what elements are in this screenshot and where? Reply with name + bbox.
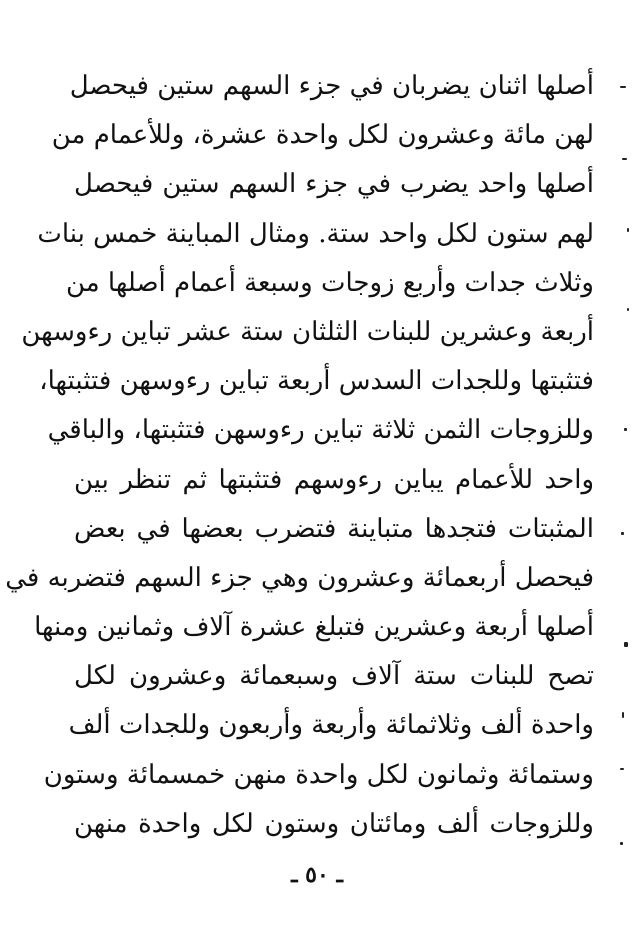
text-line-9: واحد للأعمام يباين رءوسهم فتثبتها ثم تنظر بين (74, 464, 594, 495)
text-line-15: وستمائة وثمانون لكل واحدة منهن خمسمائة وستون (43, 759, 594, 790)
text-line-8: وللزوجات الثمن ثلاثة تباين رءوسهن فتثبتها، والباقي (47, 415, 594, 446)
scan-mark (624, 642, 628, 647)
scan-mark (622, 712, 624, 718)
text-line-10: المثبتات فتجدها متباينة فتضرب بعضها في بعض (74, 513, 594, 544)
scan-mark (627, 308, 629, 311)
page-number: ـ ٥٠ ـ (291, 862, 343, 888)
text-line-16: وللزوجات ألف ومائتان وستون لكل واحدة منهن (74, 808, 594, 839)
text-line-11: فيحصل أربعمائة وعشرون وهي جزء السهم فتضربه في (5, 562, 594, 593)
text-line-4: لهم ستون لكل واحد ستة. ومثال المباينة خمس بنات (37, 218, 594, 249)
text-line-13: تصح للبنات ستة آلاف وسبعمائة وعشرون لكل (74, 661, 594, 692)
scan-mark (621, 532, 624, 535)
text-line-2: لهن مائة وعشرون لكل واحدة عشرة، وللأعمام من (51, 120, 594, 151)
body-text (5, 62, 594, 849)
text-line-5: وثلاث جدات وأربع زوجات وسبعة أعمام أصلها من (65, 267, 594, 298)
scan-mark (622, 158, 627, 160)
scan-mark (620, 768, 624, 770)
text-line-3: أصلها واحد يضرب في جزء السهم ستين فيحصل (74, 169, 594, 200)
scan-mark (624, 428, 627, 431)
text-line-14: واحدة ألف وثلاثمائة وأربعة وأربعون وللجدات ألف (68, 710, 594, 741)
text-line-7: فتثبتها وللجدات السدس أربعة تباين رءوسهن فتثبتها، (39, 366, 594, 397)
text-line-12: أصلها أربعة وعشرين فتبلغ عشرة آلاف وثمانين ومنها (34, 612, 594, 643)
text-line-6: أربعة وعشرين للبنات الثلثان ستة عشر تباين رءوسهن (21, 316, 594, 347)
scan-mark (620, 86, 626, 88)
scan-mark (620, 842, 623, 845)
text-line-1: أصلها اثنان يضربان في جزء السهم ستين فيحصل (69, 71, 594, 101)
scan-mark (627, 228, 629, 232)
